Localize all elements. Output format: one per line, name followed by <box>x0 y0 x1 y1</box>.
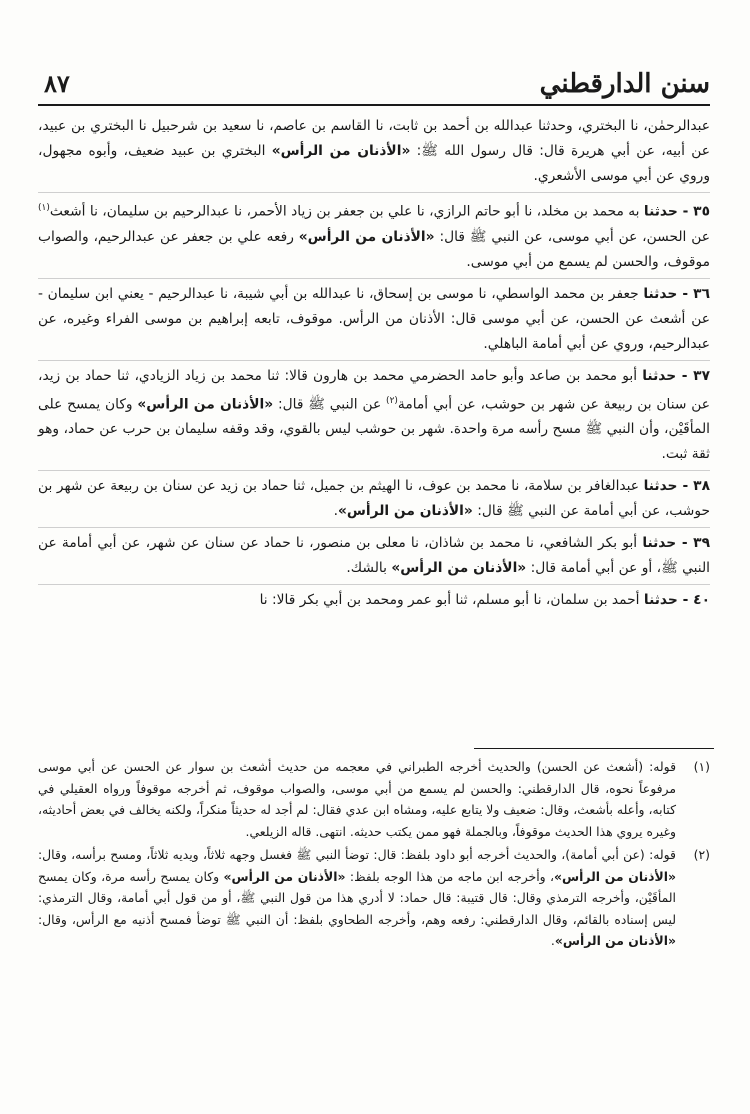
hadith-quote: «الأذنان من الرأس» <box>137 396 274 413</box>
paragraph-text: جعفر بن محمد الواسطي، نا موسى بن إسحاق، نا عبدالله بن أبي شيبة، نا عبدالرحيم - يعني ابن سليمان - عن أشعث عن الحسن، عن أبي موسى قال: الأذنان من الرأس. موقوف، تابعه إبراهيم بن موسى الفراء وغيره، عن عبدالرحيم، وروي عن أبي أمامة الباهلي. <box>38 285 710 352</box>
footnote-number: (٢) <box>693 847 710 862</box>
paragraph-text: رفعه علي بن جعفر عن عبدالرحيم، والصواب موقوف، والحسن لم يسمع من أبي موسى. <box>38 228 710 270</box>
hadith-lead: حدثنا <box>643 478 678 495</box>
hadith-number: ٤٠ <box>693 592 710 609</box>
hadith-lead: حدثنا <box>643 592 678 609</box>
paragraph-text: به محمد بن مخلد، نا أبو حاتم الرازي، نا علي بن جعفر بن زياد الأحمر، نا عبدالرحيم بن سليمان، نا أشعث <box>49 203 644 220</box>
main-text <box>38 114 710 619</box>
paragraph-continuation <box>38 114 710 193</box>
hadith-number: ٣٨ <box>693 478 710 495</box>
paragraph-text: أبو محمد بن صاعد وأبو حامد الحضرمي محمد بن هارون قالا: ثنا محمد بن زياد الزيادي، ثنا حماد بن زيد، عن سنان بن ربيعة عن شهر بن حوشب، عن أبي أمامة <box>38 367 711 413</box>
dash: - <box>677 592 694 609</box>
hadith-35 <box>38 196 710 279</box>
footnote-ref-1[interactable]: (١) <box>38 203 50 213</box>
footnotes <box>38 756 710 954</box>
paragraph-text: عن النبي ﷺ قال: <box>273 396 387 413</box>
hadith-38 <box>38 474 710 528</box>
footnote-1 <box>38 756 710 842</box>
hadith-number: ٣٩ <box>693 535 710 552</box>
paragraph-text: عن الحسن، عن أبي موسى، عن النبي ﷺ قال: <box>434 228 710 245</box>
hadith-quote: «الأذنان من الرأس» <box>554 868 677 884</box>
hadith-40 <box>38 588 710 616</box>
hadith-number: ٣٥ <box>693 203 710 220</box>
footnote-divider <box>474 748 714 749</box>
dash: - <box>677 203 694 220</box>
footnote-text: قوله: (أشعث عن الحسن) والحديث أخرجه الطبراني في معجمه من حديث أشعث بن سوار عن الحسن عن أبي موسى مرفوعاً نحوه، قال الدارقطني: والحسن لم يسمع من أبي موسى، والصواب موقوف، ثم أخرجه موقوفاً ورواه العقيلي في كتابه، وأعله بأشعث، وقال: ضعيف ولا يتابع عليه، ومشاه ابن عدي فقال: لم أجد له حديثاً منكراً، ولكنه يخالف في بعض أحاديثه، وغيره يروي هذا الحديث موقوفاً، وبالجملة فهو ممن يكتب حديثه. انتهى. قاله الزيلعي. <box>38 759 676 839</box>
footnote-text <box>38 844 676 952</box>
hadith-lead: حدثنا <box>643 285 678 302</box>
paragraph-text: عبدالغافر بن سلامة، نا محمد بن عوف، نا الهيثم بن جميل، ثنا حماد بن زيد عن سنان بن ربيعة عن شهر بن حوشب، عن أبي أمامة عن النبي ﷺ قال: <box>38 478 710 520</box>
footnote-ref-2[interactable]: (٢) <box>386 395 398 406</box>
hadith-quote: «الأذنان من الرأس» <box>298 228 435 245</box>
hadith-37 <box>38 364 710 472</box>
hadith-lead: حدثنا <box>642 367 677 384</box>
hadith-number: ٣٦ <box>693 285 710 302</box>
paragraph-text: . <box>333 503 338 520</box>
hadith-quote: «الأذنان من الرأس» <box>223 868 346 884</box>
page-header <box>38 68 710 106</box>
footnote-segment: وكان يمسح رأسه مرة، وكان يمسح المأقَيْن، وأخرجه الترمذي وقال: قال قتيبة: قال حماد: لا أدري هذا من قول النبي ﷺ، أو من قول أبي أمامة، وقال الترمذي: ليس إسناده بالقائم، وقال الدارقطني: رفعه وهم، وأخرجه الطحاوي بلفظ: أن النبي ﷺ توضأ فمسح أذنيه مع الرأس، وقال: <box>38 868 676 927</box>
hadith-quote: «الأذنان من الرأس» <box>554 933 676 948</box>
hadith-39 <box>38 531 710 585</box>
paragraph-text: أبو بكر الشافعي، نا محمد بن شاذان، نا معلى بن منصور، نا حماد عن سنان عن شهر، عن أبي أمامة عن النبي ﷺ، أو عن أبي أمامة قال: <box>38 535 710 577</box>
paragraph-text: وكان يمسح على المأقَيْن، وأن النبي ﷺ مسح رأسه مرة واحدة. شهر بن حوشب ليس بالقوي، وقد وقفه سليمان بن حرب عن حماد، وهو ثقة ثبت. <box>38 396 710 463</box>
book-title: سنن الدارقطني <box>539 69 710 99</box>
footnote-segment: ، وأخرجه ابن ماجه من هذا الوجه بلفظ: <box>345 868 555 884</box>
hadith-number: ٣٧ <box>693 367 710 384</box>
page-number: ٨٧ <box>44 69 70 98</box>
paragraph-text: بالشك. <box>346 560 392 577</box>
footnote-number: (١) <box>693 759 710 774</box>
footnote-segment: قوله: (عن أبي أمامة)، والحديث أخرجه أبو داود بلفظ: قال: توضأ النبي ﷺ فغسل وجهه ثلاثاً، ويديه ثلاثاً، ومسح برأسه، وقال: <box>38 847 676 862</box>
footnote-2 <box>38 844 710 952</box>
footnote-segment: . <box>550 933 555 948</box>
hadith-lead: حدثنا <box>642 535 677 552</box>
dash: - <box>676 367 694 384</box>
hadith-lead: حدثنا <box>643 203 678 220</box>
hadith-quote: «الأذنان من الرأس» <box>271 143 411 159</box>
hadith-quote: «الأذنان من الرأس» <box>391 560 527 577</box>
hadith-36 <box>38 282 710 361</box>
paragraph-text: البختري بن عبيد ضعيف، وأبوه مجهول، وروي عن أبي موسى الأشعري. <box>38 143 710 184</box>
paragraph-text: أحمد بن سلمان، نا أبو مسلم، ثنا أبو عمر ومحمد بن أبي بكر قالا: نا <box>259 592 644 609</box>
paragraph-text: عبدالرحمٰن، نا البختري، وحدثنا عبدالله بن أحمد بن ثابت، نا القاسم بن عاصم، نا سعيد بن شرحبيل نا البختري بن عبيد، عن أبيه، عن أبي هريرة قال: قال رسول الله ﷺ: <box>38 118 710 159</box>
dash: - <box>677 285 694 302</box>
dash: - <box>676 535 694 552</box>
dash: - <box>677 478 694 495</box>
hadith-quote: «الأذنان من الرأس» <box>337 503 473 520</box>
